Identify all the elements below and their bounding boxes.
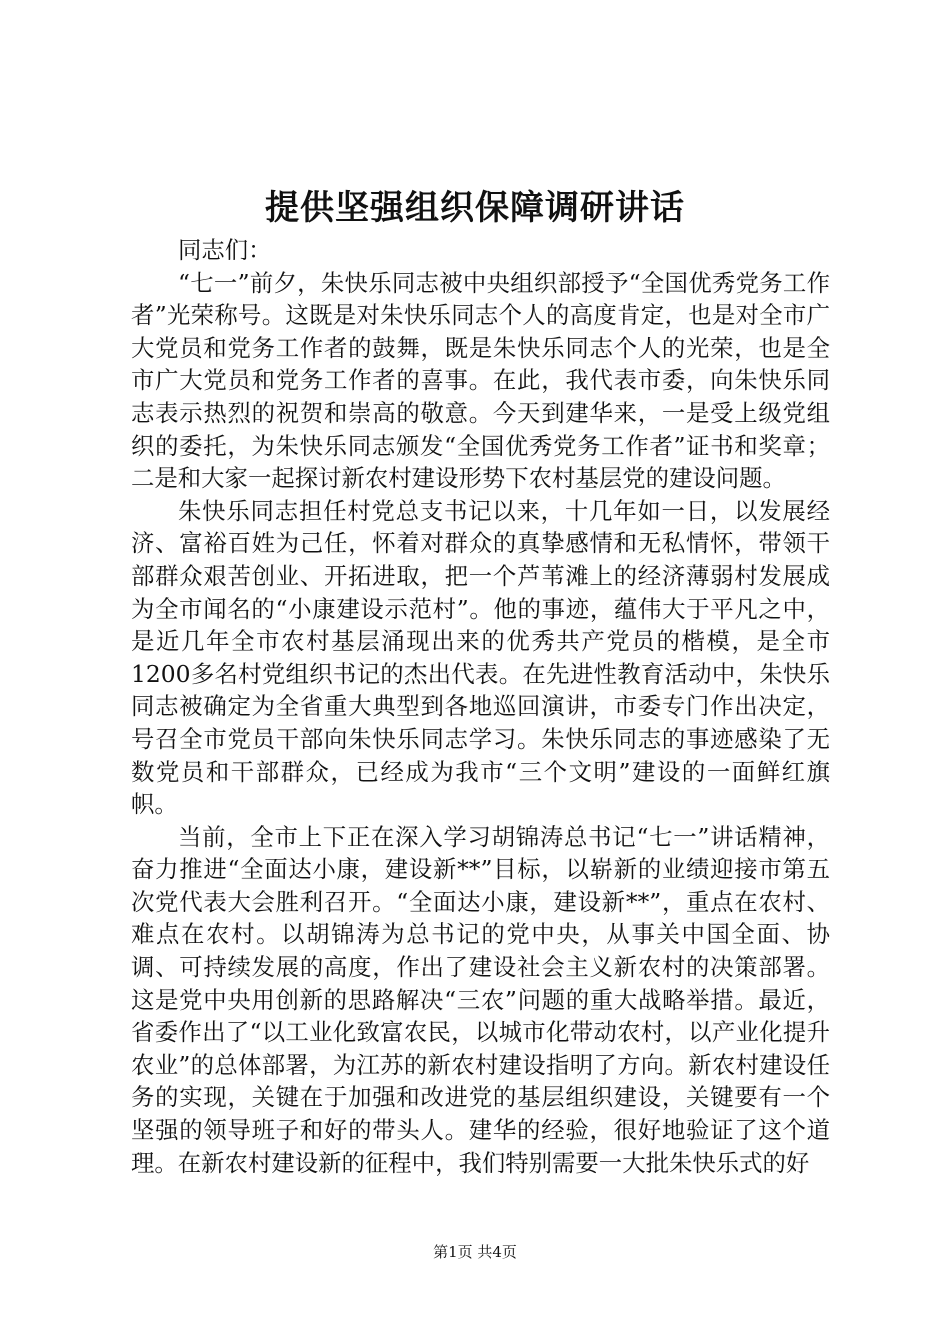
paragraph-3: 当前，全市上下正在深入学习胡锦涛总书记“七一”讲话精神，奋力推进“全面达小康，建设新**”目标，以崭新的业绩迎接市第五次党代表大会胜利召开。“全面达小康，建设新**”，重点在农村、难点在农村。以胡锦涛为总书记的党中央，从事关中国全面、协调、可持续发展的高度，作出了建设社会主义新农村的决策部署。这是党中央用创新的思路解决“三农”问题的重大战略举措。最近，省委作出了“以工业化致富农民，以城市化带动农村，以产业化提升农业”的总体部署，为江苏的新农村建设指明了方向。新农村建设任务的实现，关键在于加强和改进党的基层组织建设，关键要有一个坚强的领导班子和好的带头人。建华的经验，很好地验证了这个道理。在新农村建设新的征程中，我们特别需要一大批朱快乐式的好 [131, 822, 830, 1177]
page-footer [0, 1242, 950, 1262]
page-number: 第1页 共4页 [433, 1243, 517, 1261]
salutation: 同志们： [178, 236, 272, 264]
paragraph-1: “七一”前夕，朱快乐同志被中央组织部授予“全国优秀党务工作者”光荣称号。这既是对朱快乐同志个人的高度肯定，也是对全市广大党员和党务工作者的鼓舞，既是朱快乐同志个人的光荣，也是全市广大党员和党务工作者的喜事。在此，我代表市委，向朱快乐同志表示热烈的祝贺和崇高的敬意。今天到建华来，一是受上级党组织的委托，为朱快乐同志颁发“全国优秀党务工作者”证书和奖章；二是和大家一起探讨新农村建设形势下农村基层党的建设问题。 [131, 268, 830, 493]
paragraph-2: 朱快乐同志担任村党总支书记以来，十几年如一日，以发展经济、富裕百姓为己任，怀着对群众的真挚感情和无私情怀，带领干部群众艰苦创业、开拓进取，把一个芦苇滩上的经济薄弱村发展成为全市闻名的“小康建设示范村”。他的事迹，蕴伟大于平凡之中，是近几年全市农村基层涌现出来的优秀共产党员的楷模，是全市1200多名村党组织书记的杰出代表。在先进性教育活动中，朱快乐同志被确定为全省重大典型到各地巡回演讲，市委专门作出决定，号召全市党员干部向朱快乐同志学习。朱快乐同志的事迹感染了无数党员和干部群众，已经成为我市“三个文明”建设的一面鲜红旗帜。 [131, 496, 830, 819]
document-body [131, 234, 830, 1179]
document-title: 提供坚强组织保障调研讲话 [265, 188, 685, 228]
